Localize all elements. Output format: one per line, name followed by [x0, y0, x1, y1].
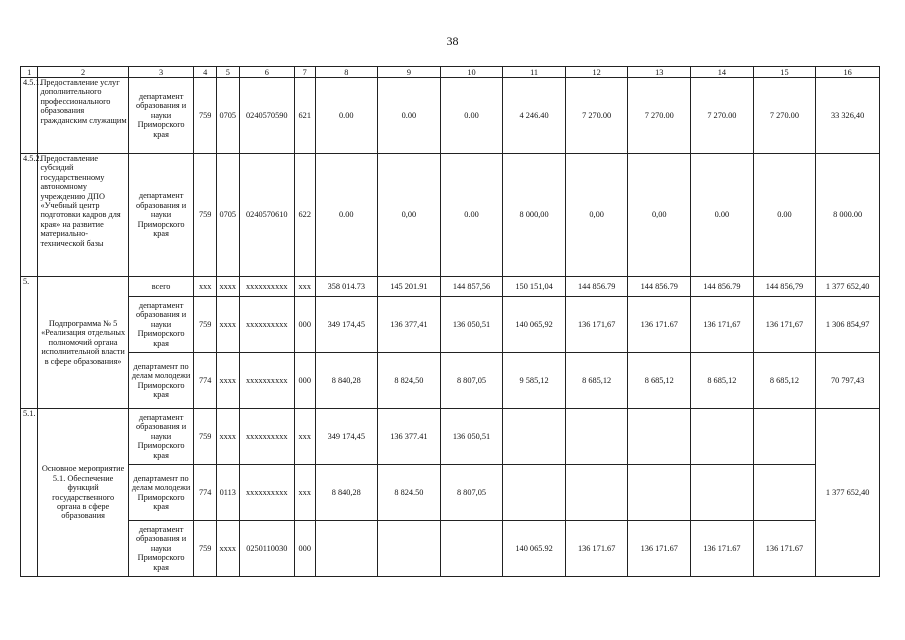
header-cell: 7	[294, 67, 315, 78]
empty-cell	[565, 465, 628, 521]
budget-table	[20, 66, 880, 577]
empty-cell	[315, 521, 378, 577]
value-cell: 8 840,28	[315, 465, 378, 521]
row-name: Предоставление услуг дополнительного профессионального образования гражданским служащим	[38, 78, 128, 154]
rz-cell: 0113	[217, 465, 240, 521]
grbs-cell: 774	[194, 353, 217, 409]
grbs-cell: 759	[194, 297, 217, 353]
value-cell: 7 270.00	[628, 78, 691, 154]
empty-cell	[628, 409, 691, 465]
value-cell: 0,00	[378, 154, 441, 277]
table-row	[21, 465, 880, 521]
rz-cell: хххх	[217, 353, 240, 409]
value-cell: 140 065.92	[503, 521, 566, 577]
value-cell: 349 174,45	[315, 409, 378, 465]
grbs-cell: 774	[194, 465, 217, 521]
vr-cell: 000	[294, 353, 315, 409]
rz-cell: хххх	[217, 297, 240, 353]
value-cell: 144 857,56	[440, 277, 503, 297]
value-cell: 136 050,51	[440, 297, 503, 353]
csr-cell: хххххххххх	[239, 277, 294, 297]
value-cell: 349 174,45	[315, 297, 378, 353]
empty-cell	[691, 409, 754, 465]
value-cell: 8 807,05	[440, 465, 503, 521]
value-cell: 7 270.00	[753, 78, 816, 154]
vr-cell: 000	[294, 297, 315, 353]
csr-cell: 0250110030	[239, 521, 294, 577]
vr-cell: 622	[294, 154, 315, 277]
value-cell: 0.00	[753, 154, 816, 277]
value-cell: 136 171.67	[691, 521, 754, 577]
value-cell: 8 824,50	[378, 353, 441, 409]
csr-cell: 0240570610	[239, 154, 294, 277]
header-cell: 10	[440, 67, 503, 78]
total-cell: 8 000.00	[816, 154, 880, 277]
value-cell: 144 856.79	[565, 277, 628, 297]
grbs-cell: 759	[194, 409, 217, 465]
vr-cell: ххх	[294, 409, 315, 465]
value-cell: 144 856.79	[628, 277, 691, 297]
value-cell: 145 201.91	[378, 277, 441, 297]
rz-cell: хххх	[217, 521, 240, 577]
rz-cell: 0705	[217, 154, 240, 277]
value-cell: 0.00	[315, 78, 378, 154]
value-cell: 136 171.67	[628, 297, 691, 353]
total-cell: 70 797,43	[816, 353, 880, 409]
department-cell: департамент образования и науки Приморского края	[128, 154, 194, 277]
total-cell: 1 377 652,40	[816, 409, 880, 577]
value-cell: 136 171,67	[565, 297, 628, 353]
value-cell: 136 050,51	[440, 409, 503, 465]
department-cell: департамент по делам молодежи Приморского края	[128, 353, 194, 409]
value-cell: 136 377.41	[378, 409, 441, 465]
value-cell: 136 171,67	[753, 297, 816, 353]
value-cell: 150 151,04	[503, 277, 566, 297]
table-row	[21, 297, 880, 353]
table-row	[21, 154, 880, 277]
value-cell: 136 171.67	[753, 521, 816, 577]
value-cell: 140 065,92	[503, 297, 566, 353]
value-cell: 0.00	[315, 154, 378, 277]
value-cell: 0.00	[691, 154, 754, 277]
value-cell: 358 014.73	[315, 277, 378, 297]
value-cell: 8 685,12	[565, 353, 628, 409]
row-name: Подпрограмма № 5 «Реализация отдельных полномочий органа исполнительной власти в сфере образования»	[38, 277, 128, 409]
csr-cell: хххххххххх	[239, 465, 294, 521]
empty-cell	[753, 409, 816, 465]
header-cell: 15	[753, 67, 816, 78]
grbs-cell: 759	[194, 78, 217, 154]
row-number: 5.	[21, 277, 38, 409]
grbs-cell: 759	[194, 154, 217, 277]
empty-cell	[628, 465, 691, 521]
csr-cell: хххххххххх	[239, 353, 294, 409]
empty-cell	[753, 465, 816, 521]
header-cell: 9	[378, 67, 441, 78]
csr-cell: 0240570590	[239, 78, 294, 154]
header-cell: 5	[217, 67, 240, 78]
empty-cell	[565, 409, 628, 465]
header-cell: 1	[21, 67, 38, 78]
vr-cell: 621	[294, 78, 315, 154]
department-cell: всего	[128, 277, 194, 297]
empty-cell	[440, 521, 503, 577]
value-cell: 0,00	[565, 154, 628, 277]
value-cell: 8 685,12	[753, 353, 816, 409]
value-cell: 4 246.40	[503, 78, 566, 154]
row-name: Основное мероприятие 5.1. Обеспечение функций государственного органа в сфере образования	[38, 409, 128, 577]
table-row	[21, 277, 880, 297]
value-cell: 7 270.00	[691, 78, 754, 154]
value-cell: 8 824.50	[378, 465, 441, 521]
value-cell: 0,00	[628, 154, 691, 277]
empty-cell	[503, 465, 566, 521]
grbs-cell: ххх	[194, 277, 217, 297]
table-row	[21, 409, 880, 465]
value-cell: 136 171.67	[565, 521, 628, 577]
table-row	[21, 78, 880, 154]
value-cell: 8 000,00	[503, 154, 566, 277]
csr-cell: хххххххххх	[239, 297, 294, 353]
table-row	[21, 521, 880, 577]
value-cell: 136 377,41	[378, 297, 441, 353]
value-cell: 8 807,05	[440, 353, 503, 409]
rz-cell: хххх	[217, 277, 240, 297]
header-cell: 6	[239, 67, 294, 78]
department-cell: департамент образования и науки Приморского края	[128, 409, 194, 465]
empty-cell	[378, 521, 441, 577]
value-cell: 0.00	[440, 154, 503, 277]
row-number: 5.1.	[21, 409, 38, 577]
value-cell: 0.00	[378, 78, 441, 154]
row-name: Предоставление субсидий государственному автономному учреждению ДПО «Учебный центр подготовки кадров для края» на развитие материально-технической базы	[38, 154, 128, 277]
value-cell: 8 685,12	[691, 353, 754, 409]
rz-cell: хххх	[217, 409, 240, 465]
value-cell: 144 856,79	[753, 277, 816, 297]
grbs-cell: 759	[194, 521, 217, 577]
header-cell: 8	[315, 67, 378, 78]
department-cell: департамент по делам молодежи Приморского края	[128, 465, 194, 521]
header-cell: 3	[128, 67, 194, 78]
total-cell: 1 306 854,97	[816, 297, 880, 353]
total-cell: 1 377 652,40	[816, 277, 880, 297]
header-cell: 4	[194, 67, 217, 78]
value-cell: 0.00	[440, 78, 503, 154]
value-cell: 136 171,67	[691, 297, 754, 353]
header-cell: 11	[503, 67, 566, 78]
empty-cell	[503, 409, 566, 465]
value-cell: 136 171.67	[628, 521, 691, 577]
value-cell: 9 585,12	[503, 353, 566, 409]
total-cell: 33 326,40	[816, 78, 880, 154]
vr-cell: 000	[294, 521, 315, 577]
department-cell: департамент образования и науки Приморского края	[128, 521, 194, 577]
empty-cell	[691, 465, 754, 521]
header-cell: 2	[38, 67, 128, 78]
header-cell: 12	[565, 67, 628, 78]
value-cell: 7 270.00	[565, 78, 628, 154]
header-cell: 14	[691, 67, 754, 78]
row-number: 4.5.1.	[21, 78, 38, 154]
vr-cell: ххх	[294, 277, 315, 297]
header-cell: 16	[816, 67, 880, 78]
header-row	[21, 67, 880, 78]
value-cell: 8 685,12	[628, 353, 691, 409]
department-cell: департамент образования и науки Приморского края	[128, 297, 194, 353]
row-number: 4.5.2.	[21, 154, 38, 277]
csr-cell: хххххххххх	[239, 409, 294, 465]
vr-cell: ххх	[294, 465, 315, 521]
page-number: 38	[446, 34, 459, 48]
table-row	[21, 353, 880, 409]
value-cell: 144 856.79	[691, 277, 754, 297]
department-cell: департамент образования и науки Приморского края	[128, 78, 194, 154]
rz-cell: 0705	[217, 78, 240, 154]
value-cell: 8 840,28	[315, 353, 378, 409]
header-cell: 13	[628, 67, 691, 78]
